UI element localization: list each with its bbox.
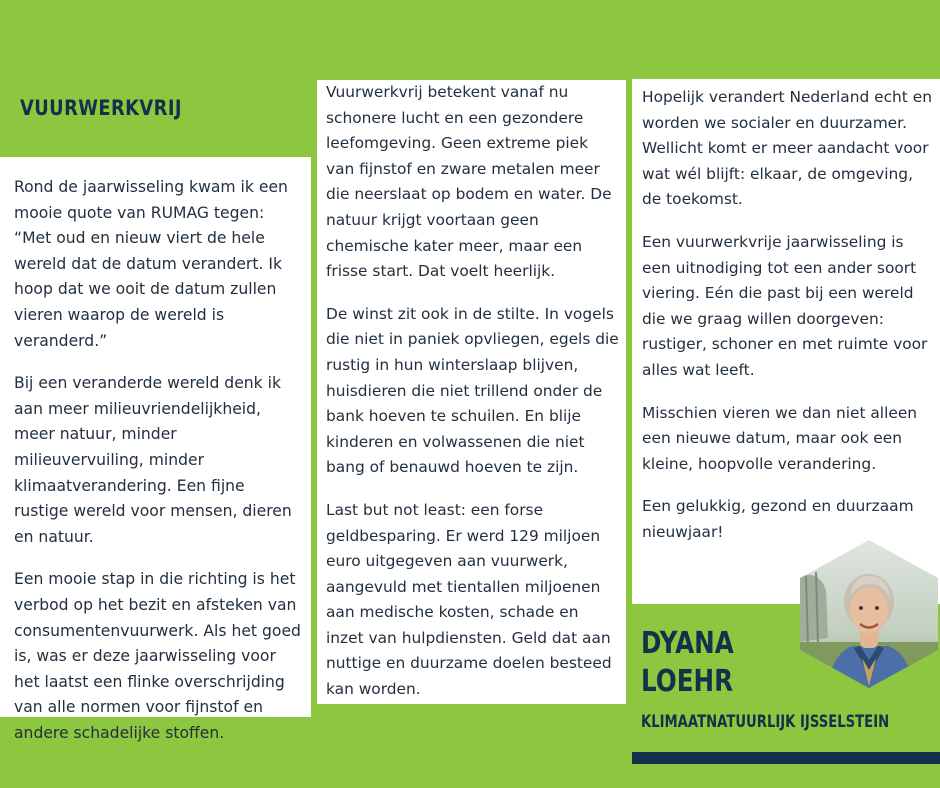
article-title: VUURWERKVRIJ bbox=[20, 96, 182, 120]
paragraph: Rond de jaarwisseling kwam ik een mooie quote van RUMAG tegen: “Met oud en nieuw viert de hele wereld dat de datum verandert. Ik hoop dat we ooit de datum zullen vieren waarop de wereld is veranderd.” bbox=[14, 178, 288, 350]
paragraph: De winst zit ook in de stilte. In vogels die niet in paniek opvliegen, egels die rustig in hun winterslaap blijven, huisdieren die niet trillend onder de bank hoeven te schuilen. En blije kinderen en volwassenen die niet bang of benauwd hoeven te zijn. bbox=[326, 304, 619, 477]
text-column-3 bbox=[632, 79, 940, 604]
text-column-1 bbox=[0, 157, 311, 742]
paragraph: Een gelukkig, gezond en duurzaam nieuwjaar! bbox=[642, 497, 914, 541]
paragraph: Een vuurwerkvrije jaarwisseling is een uitnodiging tot een ander soort viering. Eén die past bij een wereld die we graag willen doorgeven: rustiger, schoner en met ruimte voor alles wat leeft. bbox=[642, 232, 928, 379]
portrait-photo bbox=[798, 538, 940, 690]
paragraph: Bij een veranderde wereld denk ik aan meer milieuvriendelijkheid, meer natuur, minder milieuvervuiling, minder klimaatverandering. Een fijne rustige wereld voor mensen, dieren en natuur. bbox=[14, 374, 292, 546]
paragraph: Misschien vieren we dan niet alleen een nieuwe datum, maar ook een kleine, hoopvolle verandering. bbox=[642, 403, 918, 473]
paragraph: Vuurwerkvrij betekent vanaf nu schonere lucht en een gezondere leefomgeving. Geen extreme piek van fijnstof en zware metalen meer die neerslaat op bodem en water. De natuur krijgt voortaan geen chemische kater meer, maar een frisse start. Dat voelt heerlijk. bbox=[326, 83, 612, 281]
paragraph: Hopelijk verandert Nederland echt en worden we socialer en duurzamer. Wellicht komt er meer aandacht voor wat wél blijft: elkaar, de omgeving, de toekomst. bbox=[642, 88, 932, 209]
author-organization: KLIMAATNATUURLIJK IJSSELSTEIN bbox=[641, 712, 890, 731]
author-last-name: LOEHR bbox=[641, 664, 734, 699]
paragraph: Een mooie stap in die richting is het verbod op het bezit en afsteken van consumentenvuurwerk. Als het goed is, was er deze jaarwisseling voor het laatst een flinke overschrijding van alle normen voor fijnstof en andere schadelijke stoffen. bbox=[14, 570, 301, 742]
text-column-2 bbox=[317, 80, 626, 704]
author-name bbox=[641, 625, 734, 701]
author-first-name: DYANA bbox=[641, 626, 734, 661]
footer-bar bbox=[632, 752, 940, 764]
paragraph: Last but not least: een forse geldbesparing. Er werd 129 miljoen euro uitgegeven aan vuurwerk, aangevuld met tientallen miljoenen aan medische kosten, schade en inzet van hulpdiensten. Geld dat aan nuttige en duurzame doelen besteed kan worden. bbox=[326, 500, 612, 699]
